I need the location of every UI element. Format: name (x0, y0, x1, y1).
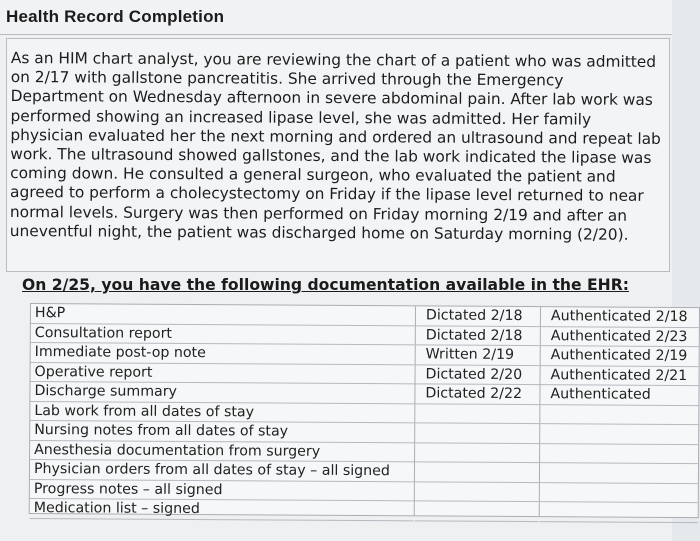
document-name-cell: Medication list – signed (30, 499, 414, 521)
documentation-table (29, 303, 700, 518)
dictation-status-cell: Written 2/19 (416, 345, 540, 365)
document-name-column (30, 304, 416, 518)
document-name-cell: Physician orders from all dates of stay – all signed (30, 460, 414, 482)
document-name-cell: H&P (31, 304, 415, 326)
scenario-line: performed showing an increased lipase level, she was admitted. Her family (10, 106, 592, 129)
authentication-cell (540, 502, 698, 522)
dictation-status-cell (415, 462, 539, 482)
dictation-status-cell: Dictated 2/20 (416, 365, 540, 385)
document-name-cell: Consultation report (31, 324, 415, 346)
document-name-cell: Discharge summary (30, 382, 414, 404)
authentication-cell (540, 424, 698, 444)
dictation-status-cell: Dictated 2/18 (416, 326, 540, 346)
scenario-line: Department on Wednesday afternoon in severe abdominal pain. After lab work was (10, 87, 653, 110)
dictation-status-cell (415, 482, 539, 502)
dictation-status-cell (415, 404, 539, 424)
page-title: Health Record Completion (6, 7, 225, 26)
scenario-line: agreed to perform a cholecystectomy on Friday if the lipase level returned to near (10, 183, 644, 206)
dictation-status-cell (415, 501, 539, 521)
document-name-cell: Lab work from all dates of stay (30, 402, 414, 424)
authentication-cell: Authenticated 2/21 (541, 366, 699, 386)
scenario-line: As an HIM chart analyst, you are reviewing the chart of a patient who was admitted (10, 49, 657, 71)
scenario-line: normal levels. Surgery was then performed on Friday morning 2/19 and after an (9, 202, 628, 225)
scenario-line: work. The ultrasound showed gallstones, and the lab work indicated the lipase was (10, 145, 652, 167)
authentication-cell: Authenticated (540, 385, 698, 405)
authentication-cell: Authenticated 2/18 (541, 307, 699, 327)
scenario-line: on 2/17 with gallstone pancreatitis. She arrived through the Emergency (10, 68, 564, 90)
dictation-status-cell (415, 423, 539, 443)
dictation-status-cell (415, 443, 539, 463)
authentication-cell: Authenticated 2/23 (541, 327, 699, 347)
authentication-cell (540, 444, 698, 464)
document-name-cell: Nursing notes from all dates of stay (30, 421, 414, 443)
document-name-cell: Immediate post-op note (31, 343, 415, 365)
dictation-status-cell: Dictated 2/18 (416, 306, 540, 326)
scenario-line: coming down. He consulted a general surgeon, who evaluated the patient and (10, 164, 616, 186)
document-name-cell: Operative report (31, 363, 415, 385)
title-bar (0, 0, 672, 35)
authentication-cell: Authenticated 2/19 (541, 346, 699, 366)
authentication-cell (540, 463, 698, 483)
documentation-subheading: On 2/25, you have the following documentation available in the EHR: (22, 276, 629, 294)
scenario-line: uneventful night, the patient was discharged home on Saturday morning (2/20). (9, 221, 629, 244)
authentication-cell (540, 483, 698, 503)
document-name-cell: Anesthesia documentation from surgery (30, 441, 414, 463)
scenario-box (6, 38, 670, 272)
authentication-column (540, 307, 699, 517)
scenario-line: physician evaluated her the next morning and ordered an ultrasound and repeat lab (10, 125, 661, 148)
dictation-status-column (415, 306, 541, 516)
document-name-cell: Progress notes – all signed (30, 480, 414, 502)
scenario-paragraph (6, 39, 669, 245)
authentication-cell (540, 405, 698, 425)
dictation-status-cell: Dictated 2/22 (415, 384, 539, 404)
